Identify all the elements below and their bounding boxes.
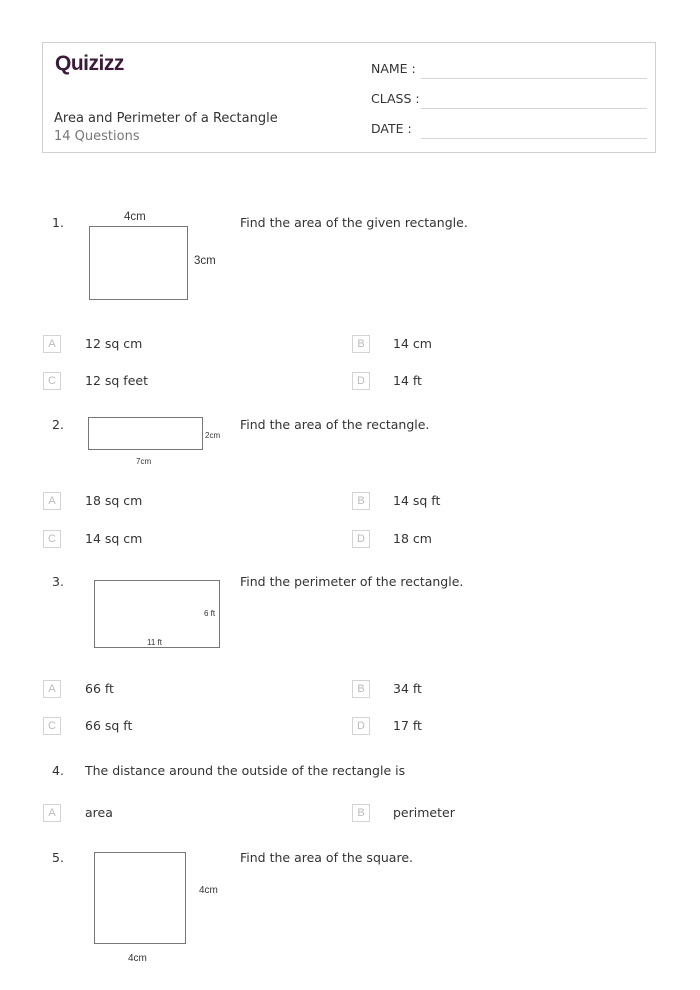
square-figure (94, 852, 186, 944)
class-label: CLASS : (371, 91, 420, 106)
figure-side-label: 2cm (205, 431, 221, 440)
option-a-box[interactable]: A (43, 492, 61, 510)
quizizz-logo: Quizizz (55, 52, 124, 75)
option-a-text: 18 sq cm (85, 493, 143, 508)
rectangle-figure (88, 417, 203, 450)
question-number: 1. (52, 215, 64, 230)
option-b-box[interactable]: B (352, 804, 370, 822)
figure-side-label: 3cm (194, 255, 216, 267)
option-b-box[interactable]: B (352, 335, 370, 353)
worksheet-header (42, 42, 656, 153)
option-d-text: 18 cm (393, 531, 432, 546)
question-text: Find the area of the square. (240, 850, 413, 865)
option-a-text: area (85, 805, 113, 820)
figure-side-label: 6 ft (204, 609, 216, 618)
option-b-text: perimeter (393, 805, 455, 820)
question-number: 5. (52, 850, 64, 865)
option-c-text: 66 sq ft (85, 718, 133, 733)
question-text: Find the perimeter of the rectangle. (240, 574, 464, 589)
option-b-box[interactable]: B (352, 680, 370, 698)
figure-side-label: 4cm (199, 885, 218, 896)
question-count: 14 Questions (54, 129, 140, 144)
option-c-text: 12 sq feet (85, 373, 148, 388)
question-text: The distance around the outside of the rectangle is (85, 763, 406, 778)
question-number: 4. (52, 763, 64, 778)
question-text: Find the area of the rectangle. (240, 417, 430, 432)
option-c-box[interactable]: C (43, 372, 61, 390)
class-field[interactable] (421, 108, 647, 109)
option-a-text: 66 ft (85, 681, 114, 696)
question-text: Find the area of the given rectangle. (240, 215, 468, 230)
figure-top-label: 4cm (124, 211, 146, 223)
name-label: NAME : (371, 61, 416, 76)
option-a-box[interactable]: A (43, 335, 61, 353)
option-c-box[interactable]: C (43, 530, 61, 548)
worksheet-title: Area and Perimeter of a Rectangle (54, 111, 278, 126)
question-number: 2. (52, 417, 64, 432)
question-number: 3. (52, 574, 64, 589)
option-d-box[interactable]: D (352, 717, 370, 735)
option-a-text: 12 sq cm (85, 336, 143, 351)
option-d-text: 17 ft (393, 718, 422, 733)
option-c-text: 14 sq cm (85, 531, 143, 546)
option-b-text: 34 ft (393, 681, 422, 696)
rectangle-figure (89, 226, 188, 300)
figure-bottom-label: 4cm (128, 953, 147, 964)
option-d-box[interactable]: D (352, 530, 370, 548)
option-b-text: 14 sq ft (393, 493, 441, 508)
option-b-box[interactable]: B (352, 492, 370, 510)
option-d-box[interactable]: D (352, 372, 370, 390)
name-field[interactable] (421, 78, 647, 79)
option-d-text: 14 ft (393, 373, 422, 388)
option-c-box[interactable]: C (43, 717, 61, 735)
option-a-box[interactable]: A (43, 680, 61, 698)
date-label: DATE : (371, 121, 412, 136)
figure-bottom-label: 7cm (136, 457, 152, 466)
option-a-box[interactable]: A (43, 804, 61, 822)
option-b-text: 14 cm (393, 336, 432, 351)
figure-bottom-label: 11 ft (147, 638, 162, 647)
date-field[interactable] (421, 138, 647, 139)
